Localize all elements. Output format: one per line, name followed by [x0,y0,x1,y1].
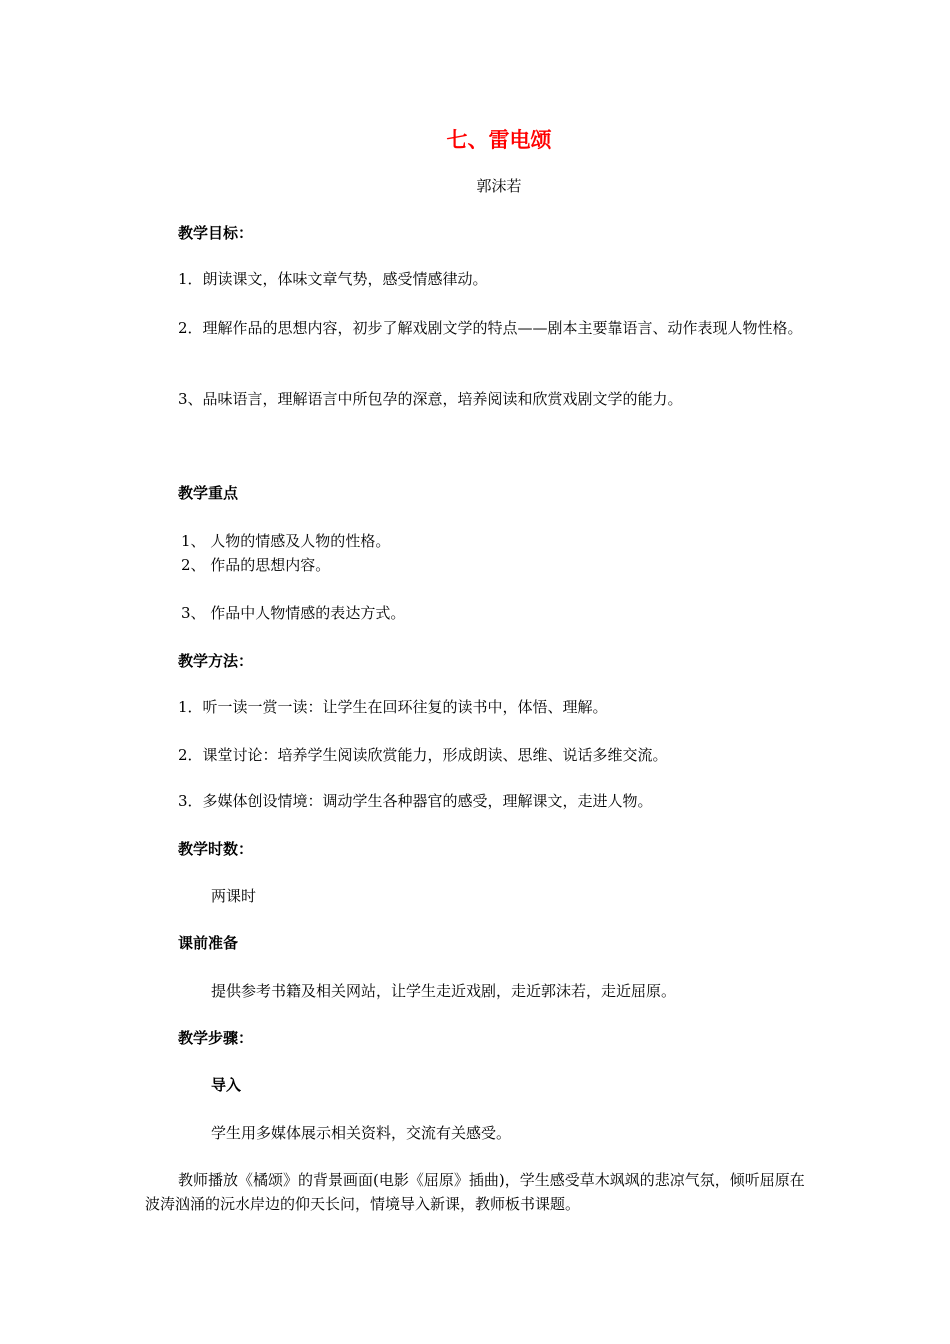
steps-paragraph: 教师播放《橘颂》的背景画面(电影《屈原》插曲)，学生感受草木飒飒的悲凉气氛，倾听屈原在波涛汹涌的沅水岸边的仰天长问，情境导入新课，教师板书课题。 [145,1171,805,1213]
objective-item: 1．朗读课文，体味文章气势，感受情感律动。 [178,270,488,288]
document-title: 七、雷电颂 [446,128,552,152]
keypoint-item: 1、 人物的情感及人物的性格。 [181,532,391,550]
objective-item: 2．理解作品的思想内容，初步了解戏剧文学的特点——剧本主要靠语言、动作表现人物性格。 [178,319,803,337]
keypoint-item: 3、 作品中人物情感的表达方式。 [181,604,406,622]
intro-heading: 导入 [211,1076,242,1094]
hours-heading: 教学时数： [178,840,254,858]
preparation-heading: 课前准备 [178,934,239,952]
method-item: 2．课堂讨论：培养学生阅读欣赏能力，形成朗读、思维、说话多维交流。 [178,746,668,764]
method-item: 1．听一读一赏一读：让学生在回环往复的读书中，体悟、理解。 [178,698,608,716]
method-item: 3．多媒体创设情境：调动学生各种器官的感受，理解课文，走进人物。 [178,792,653,810]
intro-text: 学生用多媒体展示相关资料，交流有关感受。 [211,1124,512,1142]
hours-text: 两课时 [211,887,257,905]
keypoint-item: 2、 作品的思想内容。 [181,556,331,574]
objectives-heading: 教学目标： [178,224,254,242]
objective-item: 3、品味语言，理解语言中所包孕的深意，培养阅读和欣赏戏剧文学的能力。 [178,390,683,408]
keypoints-heading: 教学重点 [178,484,239,502]
methods-heading: 教学方法： [178,652,254,670]
steps-heading: 教学步骤： [178,1029,254,1047]
preparation-text: 提供参考书籍及相关网站，让学生走近戏剧，走近郭沫若，走近屈原。 [211,982,677,1000]
document-author: 郭沫若 [476,177,522,195]
